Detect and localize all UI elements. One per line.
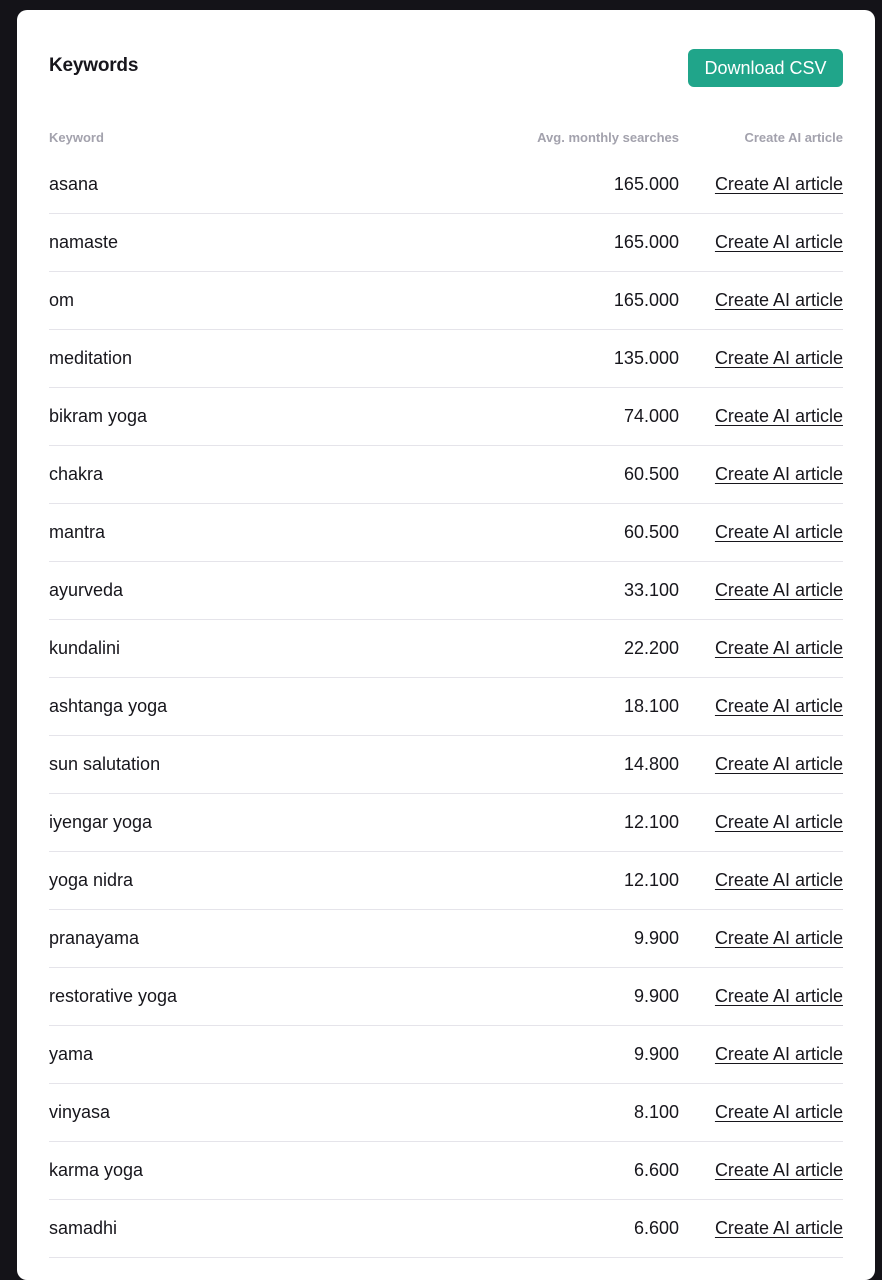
searches-cell: 12.100 <box>479 794 679 852</box>
action-cell <box>679 1200 843 1258</box>
column-header-action: Create AI article <box>744 130 843 145</box>
table-row <box>49 504 843 562</box>
searches-cell: 6.600 <box>479 1200 679 1258</box>
create-ai-article-link[interactable]: Create AI article <box>714 522 843 542</box>
keyword-cell: asana <box>49 156 479 214</box>
table-row <box>49 968 843 1026</box>
create-ai-article-link[interactable]: Create AI article <box>714 232 843 252</box>
searches-cell: 165.000 <box>479 214 679 272</box>
table-row <box>49 1200 843 1258</box>
keyword-cell: bikram yoga <box>49 388 479 446</box>
keyword-cell: ayurveda <box>49 562 479 620</box>
action-cell <box>679 1026 843 1084</box>
searches-cell: 33.100 <box>479 562 679 620</box>
table-row <box>49 1026 843 1084</box>
keyword-cell: yoga nidra <box>49 852 479 910</box>
action-cell <box>679 446 843 504</box>
keyword-cell: restorative yoga <box>49 968 479 1026</box>
action-cell <box>679 968 843 1026</box>
column-header-keyword[interactable]: Keyword <box>49 130 104 145</box>
table-row <box>49 562 843 620</box>
create-ai-article-link[interactable]: Create AI article <box>714 638 843 658</box>
create-ai-article-link[interactable]: Create AI article <box>714 928 843 948</box>
keyword-cell: karma yoga <box>49 1142 479 1200</box>
table-row <box>49 388 843 446</box>
table-row <box>49 272 843 330</box>
action-cell <box>679 388 843 446</box>
create-ai-article-link[interactable]: Create AI article <box>714 348 843 368</box>
action-cell <box>679 852 843 910</box>
action-cell <box>679 736 843 794</box>
searches-cell: 6.600 <box>479 1142 679 1200</box>
table-body <box>49 156 843 1258</box>
table-row <box>49 852 843 910</box>
searches-cell: 18.100 <box>479 678 679 736</box>
keyword-cell: yama <box>49 1026 479 1084</box>
keyword-cell: sun salutation <box>49 736 479 794</box>
create-ai-article-link[interactable]: Create AI article <box>714 870 843 890</box>
keyword-cell: mantra <box>49 504 479 562</box>
table-row <box>49 330 843 388</box>
keyword-cell: ashtanga yoga <box>49 678 479 736</box>
searches-cell: 74.000 <box>479 388 679 446</box>
action-cell <box>679 1084 843 1142</box>
create-ai-article-link[interactable]: Create AI article <box>714 1160 843 1180</box>
searches-cell: 8.100 <box>479 1084 679 1142</box>
searches-cell: 22.200 <box>479 620 679 678</box>
create-ai-article-link[interactable]: Create AI article <box>714 812 843 832</box>
searches-cell: 12.100 <box>479 852 679 910</box>
searches-cell: 165.000 <box>479 156 679 214</box>
action-cell <box>679 1142 843 1200</box>
action-cell <box>679 562 843 620</box>
create-ai-article-link[interactable]: Create AI article <box>714 696 843 716</box>
searches-cell: 14.800 <box>479 736 679 794</box>
table-row <box>49 1142 843 1200</box>
action-cell <box>679 214 843 272</box>
keyword-cell: om <box>49 272 479 330</box>
keyword-cell: chakra <box>49 446 479 504</box>
download-csv-button[interactable]: Download CSV <box>688 49 843 87</box>
keyword-cell: iyengar yoga <box>49 794 479 852</box>
create-ai-article-link[interactable]: Create AI article <box>714 406 843 426</box>
keyword-cell: samadhi <box>49 1200 479 1258</box>
action-cell <box>679 620 843 678</box>
searches-cell: 165.000 <box>479 272 679 330</box>
searches-cell: 9.900 <box>479 910 679 968</box>
keyword-cell: kundalini <box>49 620 479 678</box>
searches-cell: 60.500 <box>479 446 679 504</box>
keyword-cell: vinyasa <box>49 1084 479 1142</box>
table-row <box>49 214 843 272</box>
create-ai-article-link[interactable]: Create AI article <box>714 1102 843 1122</box>
action-cell <box>679 272 843 330</box>
create-ai-article-link[interactable]: Create AI article <box>714 290 843 310</box>
action-cell <box>679 330 843 388</box>
action-cell <box>679 794 843 852</box>
create-ai-article-link[interactable]: Create AI article <box>714 1044 843 1064</box>
create-ai-article-link[interactable]: Create AI article <box>714 754 843 774</box>
table-row <box>49 736 843 794</box>
action-cell <box>679 504 843 562</box>
create-ai-article-link[interactable]: Create AI article <box>714 464 843 484</box>
create-ai-article-link[interactable]: Create AI article <box>714 986 843 1006</box>
keyword-cell: meditation <box>49 330 479 388</box>
create-ai-article-link[interactable]: Create AI article <box>714 174 843 194</box>
table-row <box>49 446 843 504</box>
table-header-row <box>49 126 843 156</box>
table-row <box>49 620 843 678</box>
column-header-searches[interactable]: Avg. monthly searches <box>537 130 679 145</box>
create-ai-article-link[interactable]: Create AI article <box>714 580 843 600</box>
keywords-table <box>49 126 843 1258</box>
searches-cell: 9.900 <box>479 968 679 1026</box>
action-cell <box>679 156 843 214</box>
searches-cell: 135.000 <box>479 330 679 388</box>
action-cell <box>679 910 843 968</box>
table-row <box>49 156 843 214</box>
keyword-cell: pranayama <box>49 910 479 968</box>
keyword-cell: namaste <box>49 214 479 272</box>
create-ai-article-link[interactable]: Create AI article <box>714 1218 843 1238</box>
searches-cell: 60.500 <box>479 504 679 562</box>
card-title: Keywords <box>49 55 139 76</box>
keywords-card <box>17 10 875 1280</box>
action-cell <box>679 678 843 736</box>
card-header <box>49 10 843 126</box>
table-row <box>49 794 843 852</box>
table-row <box>49 1084 843 1142</box>
table-row <box>49 910 843 968</box>
searches-cell: 9.900 <box>479 1026 679 1084</box>
table-row <box>49 678 843 736</box>
